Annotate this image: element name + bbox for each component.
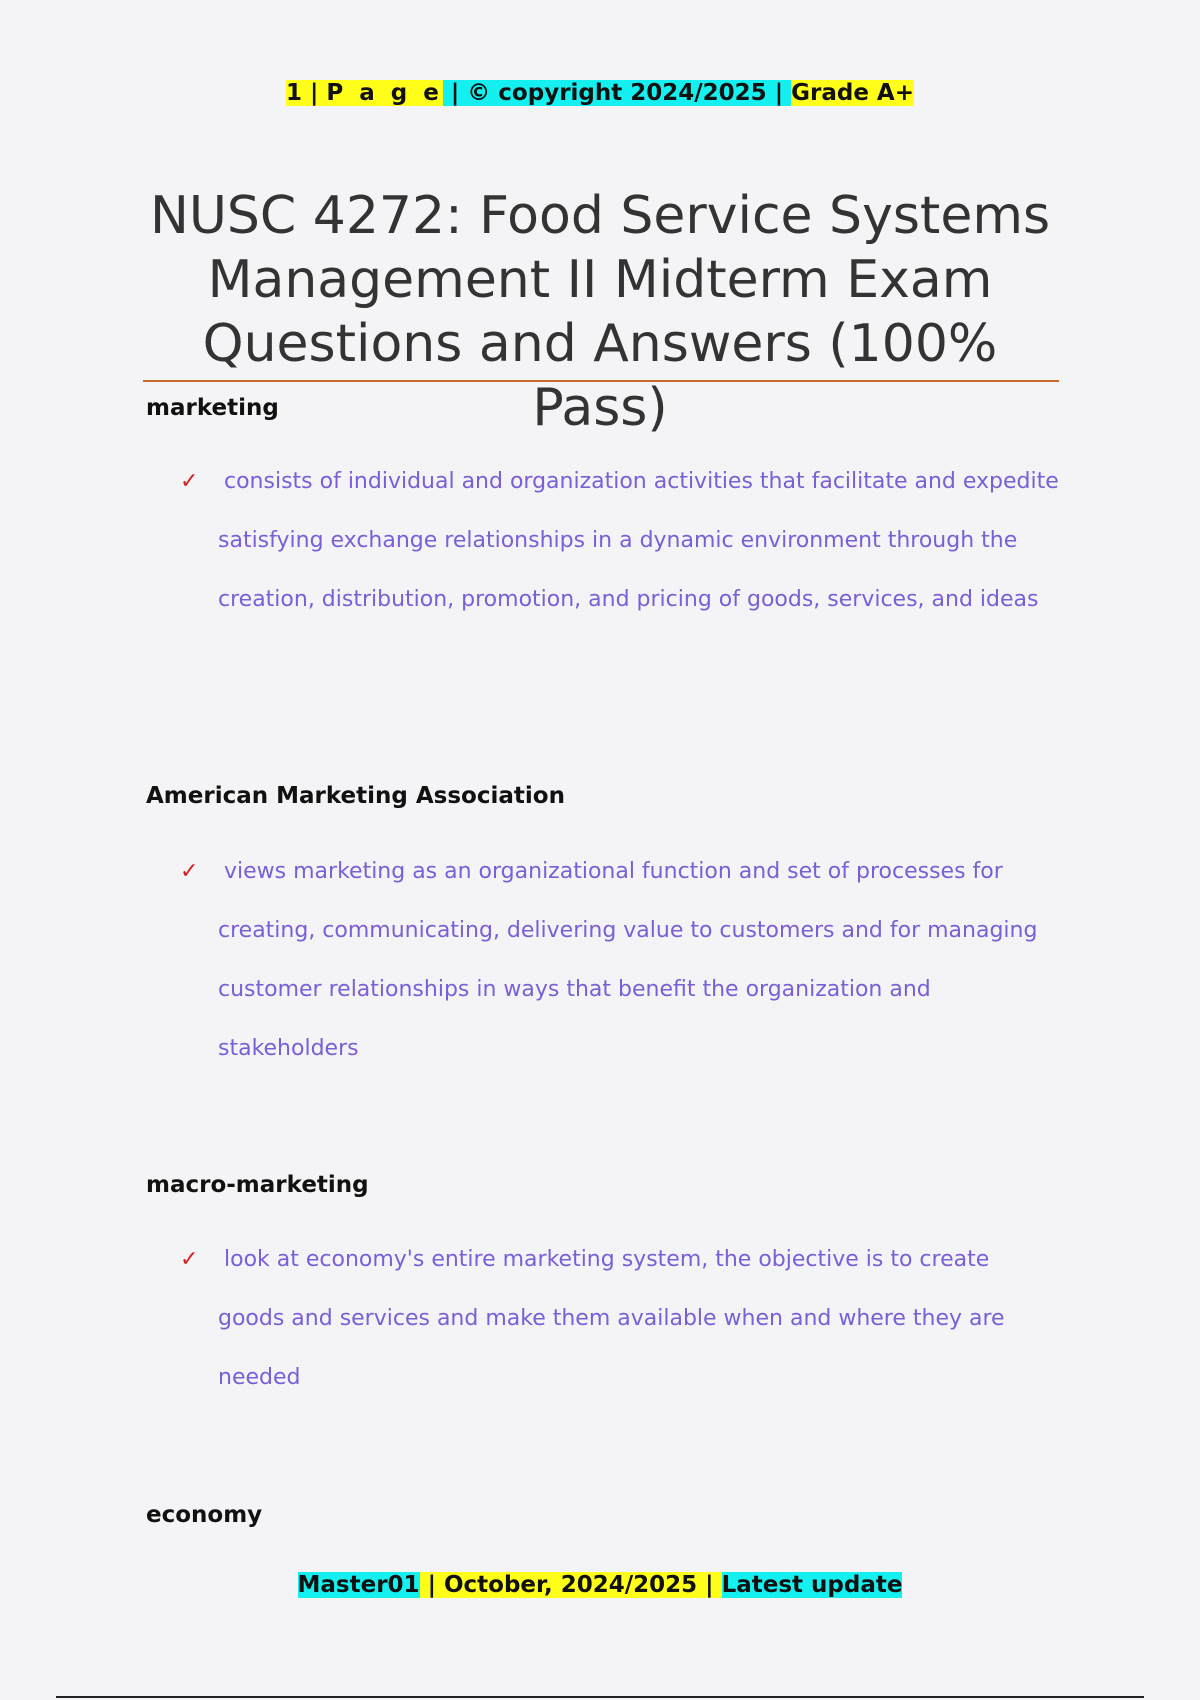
check-mark-icon: ✓ (180, 1247, 199, 1272)
term-heading: economy (146, 1502, 263, 1528)
definition-text: consists of individual and organization activities that facilitate and expedite satisfying exchange relationships in a dynamic environment through the creation, distribution, promotion, and pricing of goods, services, and ideas (218, 469, 1059, 612)
term-heading: macro-marketing (146, 1172, 369, 1198)
definition-text: views marketing as an organizational function and set of processes for creating, communicating, delivering value to customers and for managing customer relationships in ways that benefit the organization and stakeholders (218, 859, 1038, 1061)
date-label: | October, 2024/2025 | (419, 1572, 722, 1598)
page-label: P a g e (326, 80, 443, 106)
check-mark-icon: ✓ (180, 859, 199, 884)
definition-item (180, 1230, 1060, 1407)
check-mark-icon: ✓ (180, 469, 199, 494)
document-title: NUSC 4272: Food Service Systems Management II Midterm Exam Questions and Answers (100% Pass) (149, 186, 1051, 438)
page-number: 1 | P a g e (285, 80, 443, 106)
copyright-notice: | © copyright 2024/2025 | (442, 80, 792, 106)
term-heading: American Marketing Association (146, 783, 565, 809)
page-footer (0, 1568, 1200, 1602)
term-heading: marketing (146, 395, 279, 421)
grade-badge: Grade A+ (791, 80, 914, 106)
page-bottom-divider (56, 1696, 1144, 1698)
definition-text: look at economy's entire marketing system, the objective is to create goods and services and make them available when and where they are needed (218, 1247, 1005, 1390)
author-label: Master01 (297, 1572, 420, 1598)
definition-item (180, 452, 1060, 629)
definition-item (180, 842, 1060, 1078)
update-label: Latest update (721, 1572, 903, 1598)
title-divider (143, 380, 1059, 382)
page-header (0, 76, 1200, 110)
